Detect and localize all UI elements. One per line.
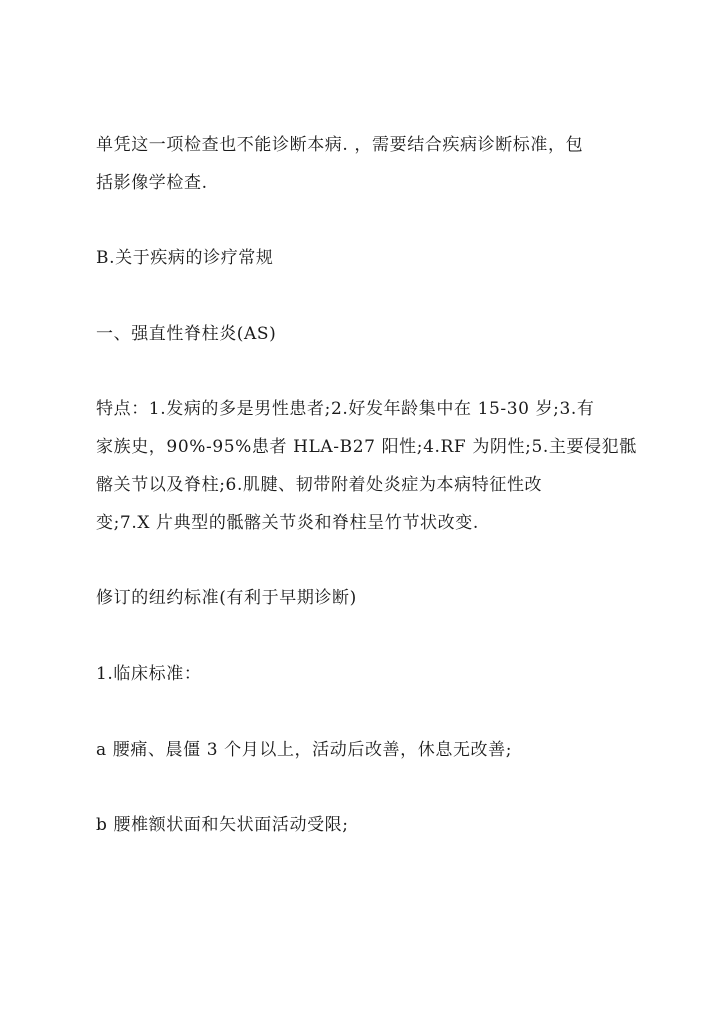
paragraph-clinical-criteria xyxy=(96,655,656,693)
section-heading-as xyxy=(96,315,656,353)
paragraph-diagnosis-note xyxy=(96,126,656,202)
text-line: 家族史，90%-95%患者 HLA-B27 阳性;4.RF 为阴性;5.主要侵犯骶 xyxy=(96,437,637,457)
text-line: B.关于疾病的诊疗常规 xyxy=(96,248,274,268)
text-line: 修订的纽约标准(有利于早期诊断) xyxy=(96,588,357,608)
paragraph-characteristics xyxy=(96,390,656,542)
text-line: 特点：1.发病的多是男性患者;2.好发年龄集中在 15-30 岁;3.有 xyxy=(96,399,595,419)
criteria-item-b xyxy=(96,806,656,844)
text-line: 髂关节以及脊柱;6.肌腱、韧带附着处炎症为本病特征性改 xyxy=(96,475,543,495)
text-line: 1.临床标准： xyxy=(96,664,202,684)
text-line: 一、强直性脊柱炎(AS) xyxy=(96,324,277,344)
paragraph-ny-criteria-heading xyxy=(96,579,656,617)
text-line: 括影像学检查. xyxy=(96,173,208,193)
section-heading-b xyxy=(96,239,656,277)
text-line: a 腰痛、晨僵 3 个月以上，活动后改善，休息无改善; xyxy=(96,740,513,760)
text-line: 单凭这一项检查也不能诊断本病. ，需要结合疾病诊断标准，包 xyxy=(96,135,584,155)
text-line: 变;7.X 片典型的骶髂关节炎和脊柱呈竹节状改变. xyxy=(96,513,479,533)
criteria-item-a xyxy=(96,731,656,769)
text-line: b 腰椎额状面和矢状面活动受限; xyxy=(96,815,349,835)
